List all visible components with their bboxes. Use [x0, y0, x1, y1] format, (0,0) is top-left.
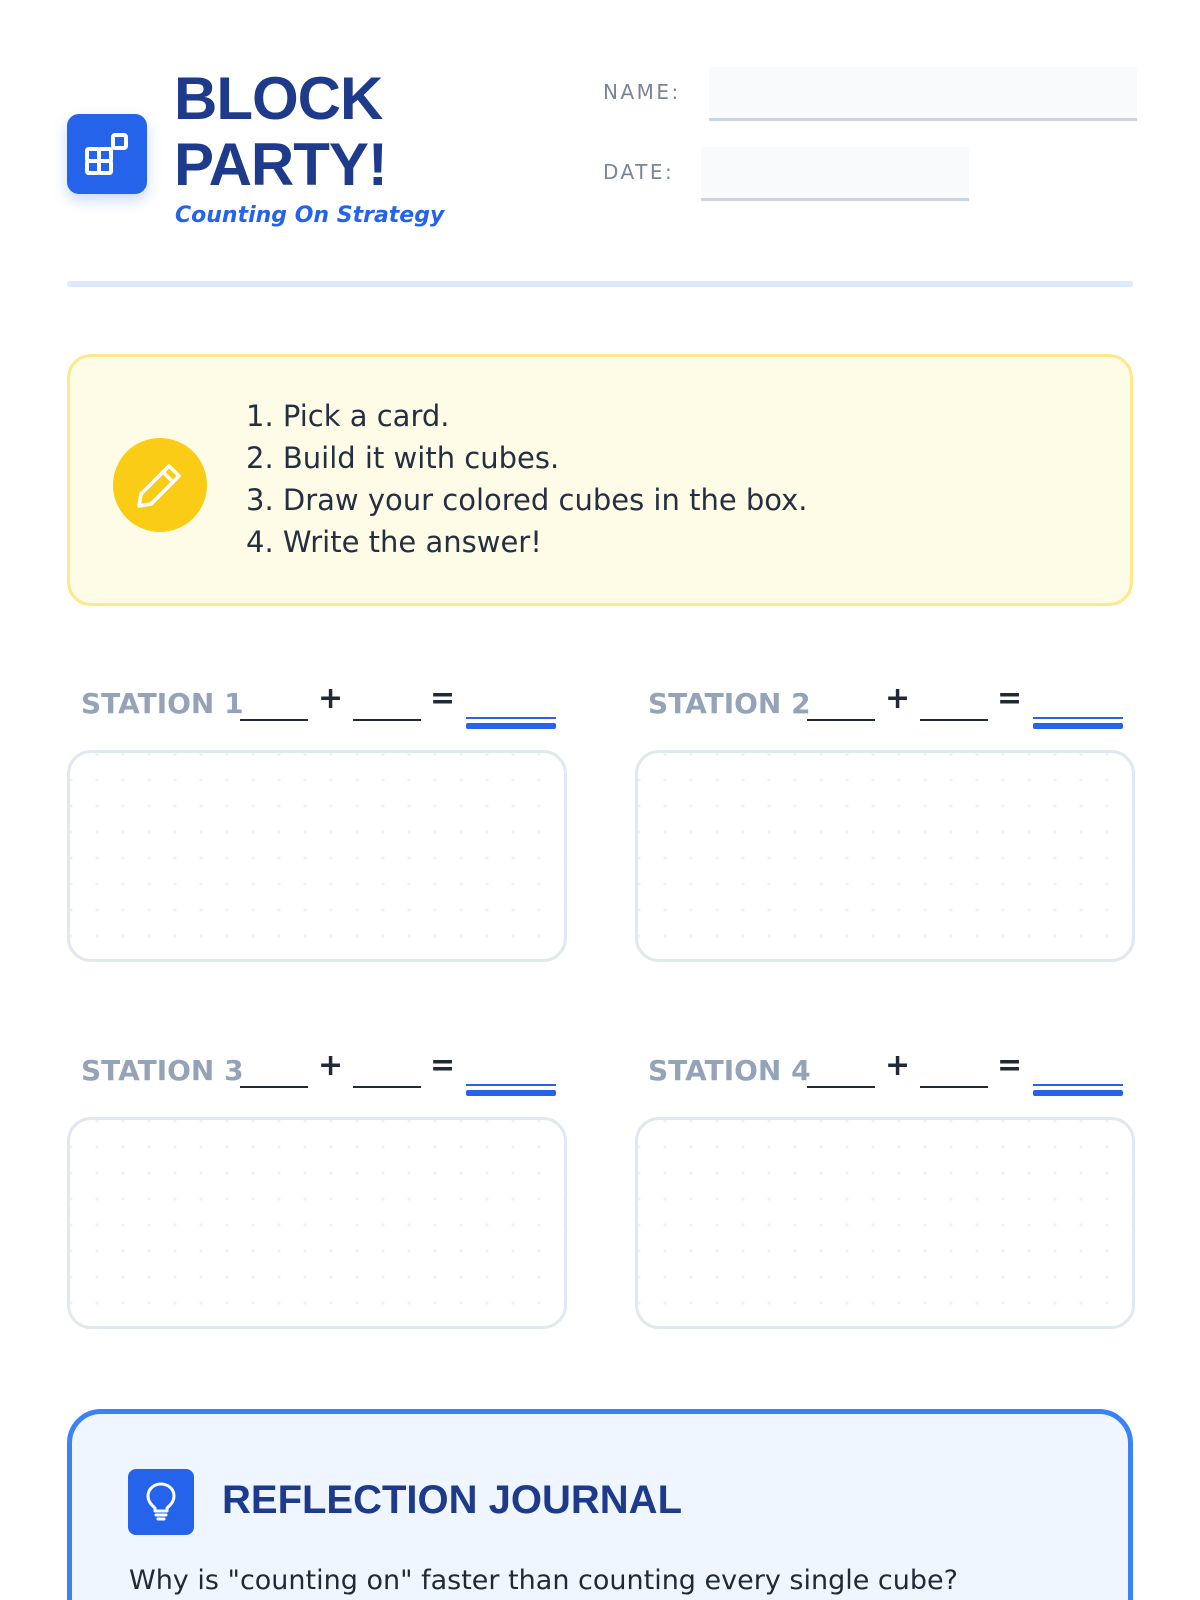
station-1-drawing-box[interactable]	[67, 750, 567, 962]
instructions-panel	[67, 354, 1133, 606]
instruction-step: 3. Draw your colored cubes in the box.	[246, 483, 808, 517]
station-4-answer-blank[interactable]	[1033, 1084, 1123, 1093]
station-1-label: STATION 1	[81, 687, 244, 720]
reflection-question: Why is "counting on" faster than counting every single cube?	[129, 1565, 958, 1596]
station-3-addend-1-blank[interactable]	[240, 1086, 308, 1088]
station-3-answer-blank[interactable]	[466, 1084, 556, 1093]
station-1-plus-sign: +	[318, 681, 344, 716]
station-4-equals-sign: =	[997, 1048, 1023, 1083]
pencil-badge	[113, 438, 207, 532]
station-3-plus-sign: +	[318, 1048, 344, 1083]
instruction-step: 2. Build it with cubes.	[246, 441, 560, 475]
name-field[interactable]	[709, 67, 1137, 121]
station-2-addend-1-blank[interactable]	[807, 719, 875, 721]
blocks-logo	[67, 114, 147, 194]
station-2-label: STATION 2	[648, 687, 811, 720]
lightbulb-badge	[128, 1469, 194, 1535]
station-2-plus-sign: +	[885, 681, 911, 716]
station-1-answer-blank[interactable]	[466, 717, 556, 726]
station-1-addend-2-blank[interactable]	[353, 719, 421, 721]
station-2-equals-sign: =	[997, 681, 1023, 716]
instruction-step: 1. Pick a card.	[246, 399, 450, 433]
pencil-icon	[133, 458, 187, 512]
lightbulb-icon	[144, 1482, 178, 1522]
station-1-equals-sign: =	[430, 681, 456, 716]
station-4-label: STATION 4	[648, 1054, 811, 1087]
instruction-step: 4. Write the answer!	[246, 525, 542, 559]
station-1-addend-1-blank[interactable]	[240, 719, 308, 721]
station-3-addend-2-blank[interactable]	[353, 1086, 421, 1088]
station-3-label: STATION 3	[81, 1054, 244, 1087]
station-4-plus-sign: +	[885, 1048, 911, 1083]
station-2-answer-blank[interactable]	[1033, 717, 1123, 726]
page-title: BLOCK PARTY!	[174, 65, 387, 198]
station-2-addend-2-blank[interactable]	[920, 719, 988, 721]
reflection-journal-panel	[67, 1409, 1133, 1600]
station-3-drawing-box[interactable]	[67, 1117, 567, 1329]
station-4-addend-2-blank[interactable]	[920, 1086, 988, 1088]
station-2-drawing-box[interactable]	[635, 750, 1135, 962]
date-field[interactable]	[701, 147, 969, 201]
reflection-title: REFLECTION JOURNAL	[222, 1478, 682, 1522]
date-label: DATE:	[603, 160, 675, 184]
name-label: NAME:	[603, 80, 681, 104]
instruction-steps	[246, 395, 808, 563]
station-4-addend-1-blank[interactable]	[807, 1086, 875, 1088]
blocks-icon	[82, 129, 132, 179]
page-subtitle: Counting On Strategy	[175, 203, 445, 228]
station-4-drawing-box[interactable]	[635, 1117, 1135, 1329]
station-3-equals-sign: =	[430, 1048, 456, 1083]
header-divider	[67, 281, 1133, 287]
